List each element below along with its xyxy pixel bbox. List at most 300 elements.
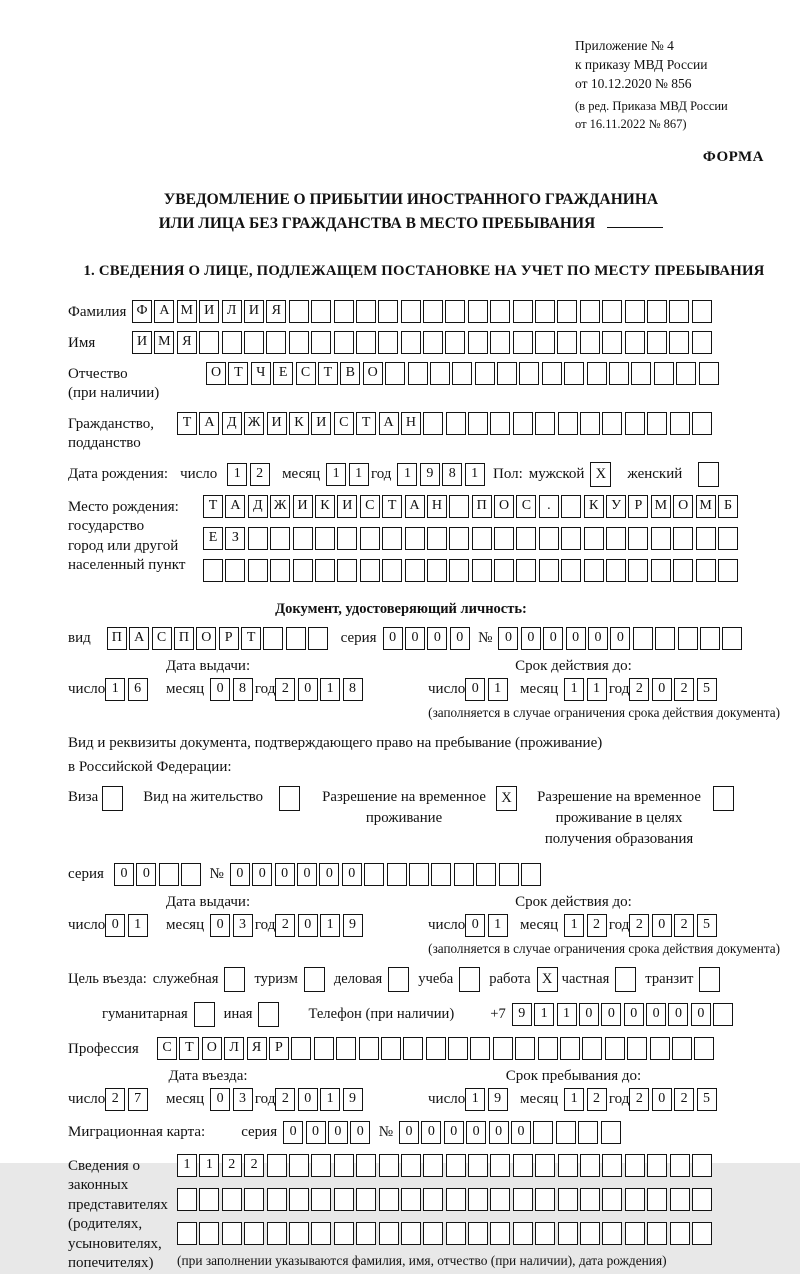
char-box[interactable]	[364, 863, 384, 886]
char-box[interactable]	[713, 1003, 733, 1026]
char-box[interactable]	[670, 412, 690, 435]
char-box[interactable]	[558, 1188, 578, 1211]
char-box[interactable]	[468, 331, 488, 354]
char-box[interactable]	[580, 1222, 600, 1245]
char-box[interactable]	[267, 1188, 287, 1211]
char-box[interactable]: 0	[450, 627, 470, 650]
char-box[interactable]	[222, 331, 242, 354]
char-box[interactable]	[673, 527, 693, 550]
char-box[interactable]	[602, 300, 622, 323]
char-box[interactable]	[561, 527, 581, 550]
char-box[interactable]	[401, 1222, 421, 1245]
char-box[interactable]: У	[606, 495, 626, 518]
char-box[interactable]	[561, 495, 581, 518]
char-box[interactable]: И	[244, 300, 264, 323]
char-box[interactable]	[602, 1154, 622, 1177]
temporary-residence-checkbox[interactable]: X	[496, 786, 517, 811]
char-box[interactable]	[499, 863, 519, 886]
char-box[interactable]: 0	[230, 863, 250, 886]
char-box[interactable]	[423, 1188, 443, 1211]
char-box[interactable]	[315, 559, 335, 582]
char-box[interactable]	[423, 1222, 443, 1245]
char-box[interactable]	[334, 331, 354, 354]
char-box[interactable]	[557, 300, 577, 323]
char-box[interactable]: 0	[114, 863, 134, 886]
char-box[interactable]	[696, 527, 716, 550]
char-box[interactable]: 0	[588, 627, 608, 650]
char-box[interactable]: 1	[349, 463, 369, 486]
char-box[interactable]: Ж	[244, 412, 264, 435]
char-box[interactable]: 1	[320, 1088, 340, 1111]
char-box[interactable]: Е	[203, 527, 223, 550]
char-box[interactable]: 2	[587, 1088, 607, 1111]
char-box[interactable]	[293, 559, 313, 582]
char-box[interactable]	[267, 1154, 287, 1177]
char-box[interactable]	[423, 1154, 443, 1177]
char-box[interactable]	[181, 863, 201, 886]
char-box[interactable]: 9	[343, 1088, 363, 1111]
temporary-residence-education-checkbox[interactable]	[713, 786, 734, 811]
char-box[interactable]	[248, 527, 268, 550]
residence-permit-checkbox[interactable]	[279, 786, 300, 811]
char-box[interactable]	[291, 1037, 311, 1060]
char-box[interactable]	[315, 527, 335, 550]
char-box[interactable]	[669, 300, 689, 323]
char-box[interactable]	[678, 627, 698, 650]
char-box[interactable]: 0	[210, 678, 230, 701]
char-box[interactable]	[468, 300, 488, 323]
char-box[interactable]: 2	[674, 1088, 694, 1111]
purpose-private-checkbox[interactable]	[615, 967, 636, 992]
char-box[interactable]	[270, 559, 290, 582]
purpose-official-checkbox[interactable]	[224, 967, 245, 992]
char-box[interactable]	[289, 331, 309, 354]
char-box[interactable]	[311, 300, 331, 323]
char-box[interactable]	[539, 527, 559, 550]
char-box[interactable]	[580, 331, 600, 354]
char-box[interactable]	[311, 1222, 331, 1245]
char-box[interactable]	[490, 1154, 510, 1177]
char-box[interactable]	[535, 300, 555, 323]
char-box[interactable]	[446, 1188, 466, 1211]
char-box[interactable]	[445, 331, 465, 354]
char-box[interactable]: С	[360, 495, 380, 518]
char-box[interactable]: Т	[228, 362, 248, 385]
char-box[interactable]: Р	[628, 495, 648, 518]
char-box[interactable]	[470, 1037, 490, 1060]
char-box[interactable]	[334, 1188, 354, 1211]
char-box[interactable]: 2	[587, 914, 607, 937]
char-box[interactable]	[718, 527, 738, 550]
char-box[interactable]	[650, 1037, 670, 1060]
char-box[interactable]: .	[539, 495, 559, 518]
char-box[interactable]	[490, 331, 510, 354]
char-box[interactable]: 1	[534, 1003, 554, 1026]
char-box[interactable]	[564, 362, 584, 385]
char-box[interactable]	[670, 1188, 690, 1211]
char-box[interactable]	[311, 331, 331, 354]
char-box[interactable]	[379, 1154, 399, 1177]
char-box[interactable]	[625, 331, 645, 354]
char-box[interactable]: П	[107, 627, 127, 650]
char-box[interactable]	[627, 1037, 647, 1060]
char-box[interactable]: 0	[652, 678, 672, 701]
char-box[interactable]: 7	[128, 1088, 148, 1111]
char-box[interactable]: 0	[383, 627, 403, 650]
char-box[interactable]	[647, 1222, 667, 1245]
char-box[interactable]	[513, 1188, 533, 1211]
char-box[interactable]	[516, 559, 536, 582]
char-box[interactable]: 2	[629, 1088, 649, 1111]
purpose-work-checkbox[interactable]: X	[537, 967, 558, 992]
char-box[interactable]	[625, 412, 645, 435]
char-box[interactable]	[519, 362, 539, 385]
char-box[interactable]: 0	[399, 1121, 419, 1144]
char-box[interactable]: А	[199, 412, 219, 435]
char-box[interactable]: 1	[557, 1003, 577, 1026]
char-box[interactable]: 1	[128, 914, 148, 937]
char-box[interactable]: Я	[266, 300, 286, 323]
char-box[interactable]: 0	[521, 627, 541, 650]
char-box[interactable]: 1	[564, 1088, 584, 1111]
char-box[interactable]: И	[132, 331, 152, 354]
char-box[interactable]	[360, 527, 380, 550]
char-box[interactable]: Б	[718, 495, 738, 518]
char-box[interactable]	[244, 1222, 264, 1245]
char-box[interactable]: 0	[652, 1088, 672, 1111]
char-box[interactable]	[360, 559, 380, 582]
char-box[interactable]	[468, 1154, 488, 1177]
char-box[interactable]	[408, 362, 428, 385]
char-box[interactable]: 2	[105, 1088, 125, 1111]
char-box[interactable]	[490, 412, 510, 435]
char-box[interactable]	[454, 863, 474, 886]
char-box[interactable]	[673, 559, 693, 582]
char-box[interactable]	[582, 1037, 602, 1060]
char-box[interactable]: Р	[269, 1037, 289, 1060]
char-box[interactable]: Л	[224, 1037, 244, 1060]
char-box[interactable]	[426, 1037, 446, 1060]
char-box[interactable]	[578, 1121, 598, 1144]
char-box[interactable]	[311, 1188, 331, 1211]
char-box[interactable]: 2	[629, 678, 649, 701]
char-box[interactable]: К	[584, 495, 604, 518]
char-box[interactable]: С	[516, 495, 536, 518]
char-box[interactable]	[289, 300, 309, 323]
char-box[interactable]	[427, 527, 447, 550]
char-box[interactable]	[356, 1188, 376, 1211]
char-box[interactable]: 0	[421, 1121, 441, 1144]
char-box[interactable]: 1	[564, 678, 584, 701]
char-box[interactable]	[647, 412, 667, 435]
char-box[interactable]: А	[405, 495, 425, 518]
char-box[interactable]	[580, 300, 600, 323]
char-box[interactable]: Е	[273, 362, 293, 385]
char-box[interactable]: 3	[233, 1088, 253, 1111]
char-box[interactable]: 0	[319, 863, 339, 886]
char-box[interactable]: Я	[177, 331, 197, 354]
char-box[interactable]	[382, 527, 402, 550]
char-box[interactable]	[722, 627, 742, 650]
char-box[interactable]: Т	[203, 495, 223, 518]
char-box[interactable]: Л	[222, 300, 242, 323]
char-box[interactable]	[647, 1188, 667, 1211]
char-box[interactable]: К	[289, 412, 309, 435]
char-box[interactable]: 6	[128, 678, 148, 701]
char-box[interactable]: 0	[511, 1121, 531, 1144]
char-box[interactable]: 0	[297, 863, 317, 886]
char-box[interactable]	[609, 362, 629, 385]
char-box[interactable]	[699, 362, 719, 385]
char-box[interactable]	[446, 412, 466, 435]
char-box[interactable]	[225, 559, 245, 582]
char-box[interactable]: 0	[283, 1121, 303, 1144]
char-box[interactable]	[625, 1222, 645, 1245]
char-box[interactable]: О	[494, 495, 514, 518]
char-box[interactable]	[533, 1121, 553, 1144]
char-box[interactable]	[628, 527, 648, 550]
char-box[interactable]	[605, 1037, 625, 1060]
char-box[interactable]	[521, 863, 541, 886]
char-box[interactable]	[222, 1188, 242, 1211]
char-box[interactable]: 0	[298, 1088, 318, 1111]
char-box[interactable]: 1	[488, 678, 508, 701]
char-box[interactable]: 1	[105, 678, 125, 701]
char-box[interactable]: М	[651, 495, 671, 518]
purpose-tourism-checkbox[interactable]	[304, 967, 325, 992]
char-box[interactable]: 2	[250, 463, 270, 486]
char-box[interactable]: 0	[427, 627, 447, 650]
char-box[interactable]: 2	[275, 914, 295, 937]
char-box[interactable]: 2	[275, 1088, 295, 1111]
char-box[interactable]	[696, 559, 716, 582]
char-box[interactable]: 5	[697, 1088, 717, 1111]
char-box[interactable]	[606, 527, 626, 550]
char-box[interactable]	[587, 362, 607, 385]
char-box[interactable]: 9	[488, 1088, 508, 1111]
char-box[interactable]	[513, 412, 533, 435]
char-box[interactable]	[337, 559, 357, 582]
char-box[interactable]	[676, 362, 696, 385]
char-box[interactable]	[267, 1222, 287, 1245]
char-box[interactable]	[378, 331, 398, 354]
char-box[interactable]	[423, 300, 443, 323]
char-box[interactable]	[692, 1154, 712, 1177]
char-box[interactable]	[423, 412, 443, 435]
char-box[interactable]: 0	[646, 1003, 666, 1026]
purpose-study-checkbox[interactable]	[459, 967, 480, 992]
char-box[interactable]	[314, 1037, 334, 1060]
char-box[interactable]	[535, 331, 555, 354]
sex-male-checkbox[interactable]: X	[590, 462, 611, 487]
char-box[interactable]	[445, 300, 465, 323]
char-box[interactable]	[672, 1037, 692, 1060]
char-box[interactable]	[356, 331, 376, 354]
char-box[interactable]	[289, 1222, 309, 1245]
char-box[interactable]	[356, 1154, 376, 1177]
char-box[interactable]	[452, 362, 472, 385]
purpose-business-checkbox[interactable]	[388, 967, 409, 992]
char-box[interactable]	[625, 1188, 645, 1211]
char-box[interactable]	[199, 1222, 219, 1245]
char-box[interactable]: М	[696, 495, 716, 518]
char-box[interactable]	[494, 559, 514, 582]
char-box[interactable]	[560, 1037, 580, 1060]
char-box[interactable]	[199, 331, 219, 354]
char-box[interactable]: 0	[298, 678, 318, 701]
char-box[interactable]: О	[206, 362, 226, 385]
char-box[interactable]	[580, 1188, 600, 1211]
char-box[interactable]	[602, 1222, 622, 1245]
char-box[interactable]: 1	[227, 463, 247, 486]
char-box[interactable]: 5	[697, 914, 717, 937]
char-box[interactable]	[449, 559, 469, 582]
char-box[interactable]	[401, 1188, 421, 1211]
char-box[interactable]	[468, 1188, 488, 1211]
char-box[interactable]: А	[225, 495, 245, 518]
char-box[interactable]	[515, 1037, 535, 1060]
char-box[interactable]	[692, 300, 712, 323]
char-box[interactable]: 1	[587, 678, 607, 701]
char-box[interactable]	[535, 1222, 555, 1245]
char-box[interactable]	[356, 300, 376, 323]
char-box[interactable]: Т	[179, 1037, 199, 1060]
char-box[interactable]: 1	[326, 463, 346, 486]
char-box[interactable]: И	[337, 495, 357, 518]
char-box[interactable]	[535, 412, 555, 435]
char-box[interactable]	[513, 1154, 533, 1177]
char-box[interactable]	[159, 863, 179, 886]
char-box[interactable]: 0	[328, 1121, 348, 1144]
char-box[interactable]	[409, 863, 429, 886]
char-box[interactable]	[692, 1222, 712, 1245]
char-box[interactable]	[580, 1154, 600, 1177]
char-box[interactable]	[401, 300, 421, 323]
char-box[interactable]: Т	[318, 362, 338, 385]
char-box[interactable]	[203, 559, 223, 582]
char-box[interactable]: 9	[420, 463, 440, 486]
char-box[interactable]	[222, 1222, 242, 1245]
char-box[interactable]: 1	[320, 678, 340, 701]
char-box[interactable]	[403, 1037, 423, 1060]
char-box[interactable]	[472, 559, 492, 582]
char-box[interactable]	[490, 300, 510, 323]
char-box[interactable]	[654, 362, 674, 385]
char-box[interactable]: Н	[401, 412, 421, 435]
char-box[interactable]	[430, 362, 450, 385]
char-box[interactable]	[651, 559, 671, 582]
char-box[interactable]: 2	[275, 678, 295, 701]
char-box[interactable]	[692, 412, 712, 435]
char-box[interactable]	[177, 1188, 197, 1211]
char-box[interactable]: Д	[248, 495, 268, 518]
char-box[interactable]: Ч	[251, 362, 271, 385]
char-box[interactable]	[561, 559, 581, 582]
char-box[interactable]: 0	[210, 1088, 230, 1111]
char-box[interactable]: 2	[674, 678, 694, 701]
char-box[interactable]	[177, 1222, 197, 1245]
char-box[interactable]	[584, 559, 604, 582]
char-box[interactable]	[557, 331, 577, 354]
char-box[interactable]	[356, 1222, 376, 1245]
char-box[interactable]	[558, 1154, 578, 1177]
char-box[interactable]: Т	[241, 627, 261, 650]
char-box[interactable]: 0	[252, 863, 272, 886]
char-box[interactable]	[647, 1154, 667, 1177]
char-box[interactable]: 1	[488, 914, 508, 937]
char-box[interactable]: Р	[219, 627, 239, 650]
char-box[interactable]	[468, 1222, 488, 1245]
char-box[interactable]	[263, 627, 283, 650]
char-box[interactable]	[472, 527, 492, 550]
char-box[interactable]: 0	[306, 1121, 326, 1144]
char-box[interactable]	[558, 412, 578, 435]
char-box[interactable]	[535, 1154, 555, 1177]
char-box[interactable]: 0	[350, 1121, 370, 1144]
char-box[interactable]	[401, 331, 421, 354]
char-box[interactable]	[446, 1154, 466, 1177]
char-box[interactable]: Т	[177, 412, 197, 435]
char-box[interactable]: 0	[466, 1121, 486, 1144]
char-box[interactable]	[475, 362, 495, 385]
char-box[interactable]: Д	[222, 412, 242, 435]
char-box[interactable]: О	[673, 495, 693, 518]
char-box[interactable]	[405, 527, 425, 550]
char-box[interactable]: С	[296, 362, 316, 385]
char-box[interactable]	[293, 527, 313, 550]
char-box[interactable]	[286, 627, 306, 650]
char-box[interactable]	[334, 1222, 354, 1245]
char-box[interactable]: 0	[489, 1121, 509, 1144]
char-box[interactable]: 0	[210, 914, 230, 937]
char-box[interactable]	[516, 527, 536, 550]
char-box[interactable]	[334, 300, 354, 323]
char-box[interactable]	[670, 1222, 690, 1245]
char-box[interactable]	[601, 1121, 621, 1144]
char-box[interactable]	[700, 627, 720, 650]
char-box[interactable]: А	[379, 412, 399, 435]
char-box[interactable]: 1	[465, 1088, 485, 1111]
char-box[interactable]	[602, 1188, 622, 1211]
char-box[interactable]: М	[154, 331, 174, 354]
char-box[interactable]	[625, 300, 645, 323]
char-box[interactable]	[602, 331, 622, 354]
char-box[interactable]: 0	[652, 914, 672, 937]
char-box[interactable]: 2	[629, 914, 649, 937]
char-box[interactable]: 3	[233, 914, 253, 937]
char-box[interactable]	[692, 331, 712, 354]
purpose-other-checkbox[interactable]	[258, 1002, 279, 1027]
char-box[interactable]	[199, 1188, 219, 1211]
char-box[interactable]	[692, 1188, 712, 1211]
char-box[interactable]	[449, 495, 469, 518]
char-box[interactable]	[558, 1222, 578, 1245]
char-box[interactable]: 0	[668, 1003, 688, 1026]
char-box[interactable]: 9	[512, 1003, 532, 1026]
char-box[interactable]: 0	[465, 914, 485, 937]
char-box[interactable]	[647, 331, 667, 354]
char-box[interactable]: 0	[610, 627, 630, 650]
char-box[interactable]: С	[157, 1037, 177, 1060]
char-box[interactable]: А	[129, 627, 149, 650]
char-box[interactable]	[476, 863, 496, 886]
char-box[interactable]	[266, 331, 286, 354]
char-box[interactable]: 1	[199, 1154, 219, 1177]
char-box[interactable]	[336, 1037, 356, 1060]
char-box[interactable]	[539, 559, 559, 582]
char-box[interactable]	[449, 527, 469, 550]
char-box[interactable]	[490, 1222, 510, 1245]
